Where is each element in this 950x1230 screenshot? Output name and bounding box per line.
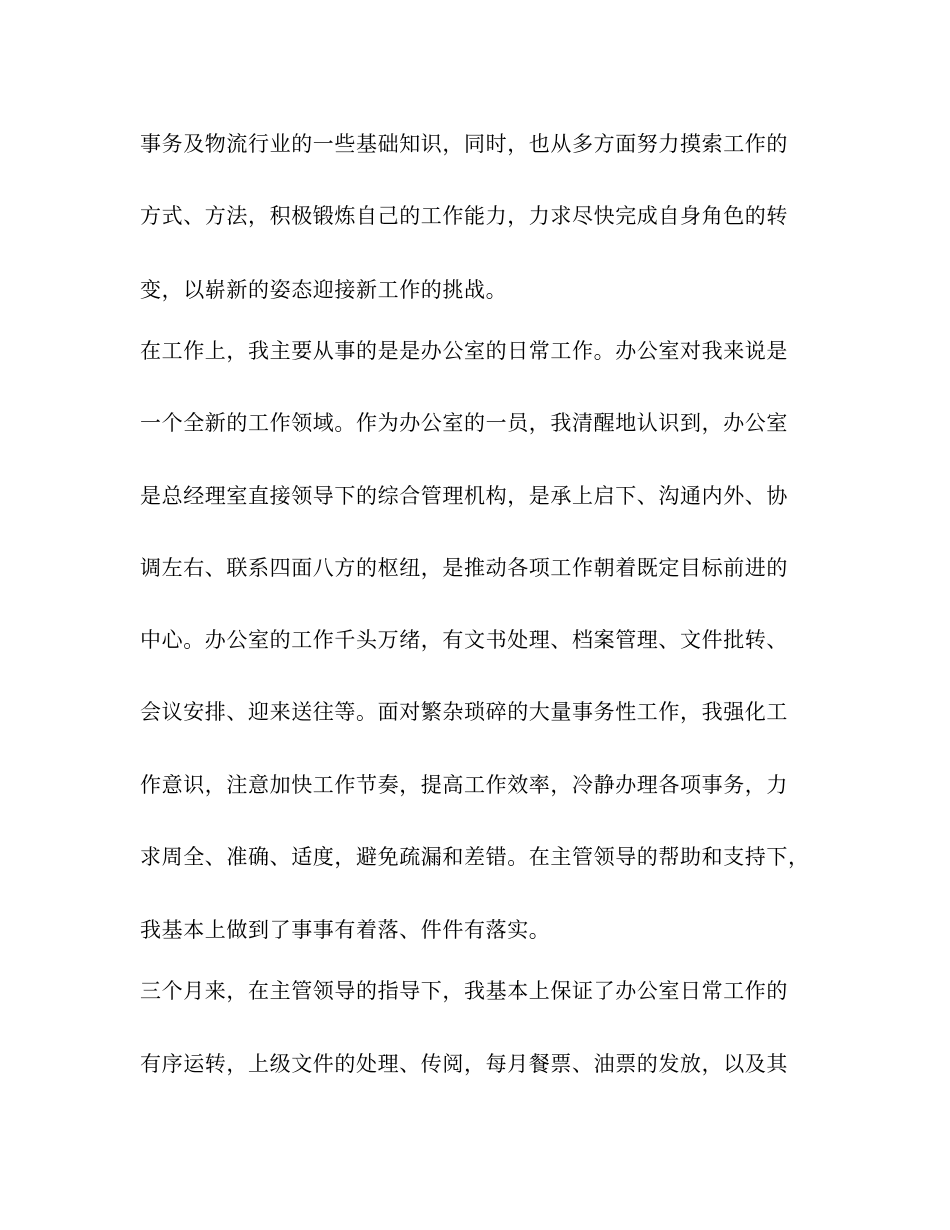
text-line: 调左右、联系四面八方的枢纽，是推动各项工作朝着既定目标前进的 [140,556,788,580]
text-line: 中心。办公室的工作千头万绪，有文书处理、档案管理、文件批转、 [140,628,788,652]
text-line: 作意识，注意加快工作节奏，提高工作效率，冷静办理各项事务，力 [140,773,788,797]
text-line: 会议安排、迎来送往等。面对繁杂琐碎的大量事务性工作，我强化工 [140,700,788,724]
text-line: 在工作上，我主要从事的是是办公室的日常工作。办公室对我来说是 [140,339,788,363]
text-line: 方式、方法，积极锻炼自己的工作能力，力求尽快完成自身角色的转 [140,204,788,228]
text-line: 求周全、准确、适度，避免疏漏和差错。在主管领导的帮助和支持下， [140,845,810,869]
text-line: 有序运转，上级文件的处理、传阅，每月餐票、油票的发放，以及其 [140,1052,788,1076]
text-line: 变，以崭新的姿态迎接新工作的挑战。 [140,278,508,302]
text-line: 事务及物流行业的一些基础知识，同时，也从多方面努力摸索工作的 [140,132,788,156]
text-line: 我基本上做到了事事有着落、件件有落实。 [140,918,551,942]
text-line: 三个月来，在主管领导的指导下，我基本上保证了办公室日常工作的 [140,979,788,1003]
text-line: 是总经理室直接领导下的综合管理机构，是承上启下、沟通内外、协 [140,484,788,508]
text-line: 一个全新的工作领域。作为办公室的一员，我清醒地认识到，办公室 [140,411,788,435]
